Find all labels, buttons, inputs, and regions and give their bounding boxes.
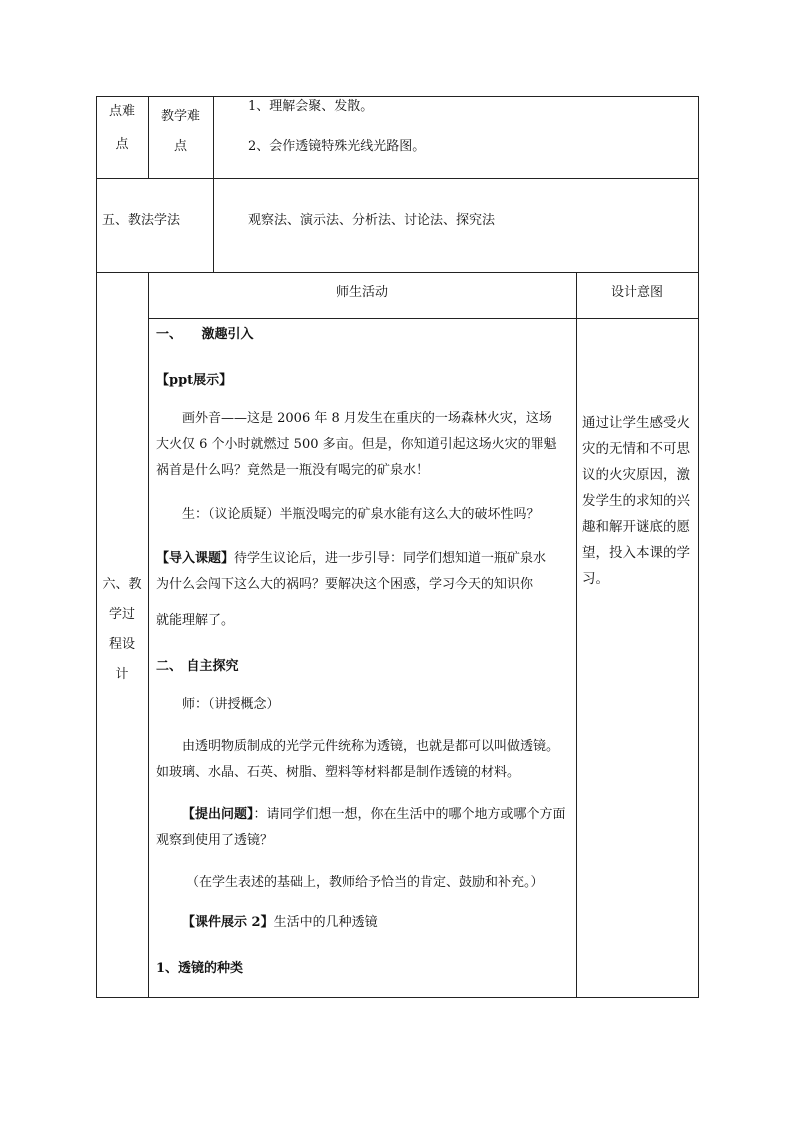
question-line1 — [182, 806, 566, 824]
table-rule-methods-bottom — [96, 272, 699, 273]
difficulty-subcategory-line1: 教学难 — [160, 109, 200, 124]
difficulty-category-line2: 点 — [115, 137, 129, 152]
import-line2: 为什么会闯下这么大的祸吗？要解决这个困惑，学习今天的知识你 — [156, 577, 534, 592]
import-text-1: 待学生议论后，进一步引导：同学们想知道一瓶矿泉水 — [234, 551, 547, 566]
voiceover-line2: 大火仅 6 个小时就燃过 500 多亩。但是，你知道引起这场火灾的罪魁 — [156, 437, 557, 452]
subsection-lens-types: 1、透镜的种类 — [156, 961, 244, 976]
table-rule-header-bottom — [148, 318, 699, 319]
table-rule-difficulty-bottom — [96, 178, 699, 179]
teacher-line: 师：（讲授概念） — [182, 697, 280, 712]
methods-label: 五、教法学法 — [102, 213, 181, 228]
header-activity: 师生活动 — [335, 285, 388, 300]
concept-line1: 由透明物质制成的光学元件统称为透镜，也就是都可以叫做透镜。 — [182, 739, 560, 754]
concept-line2: 如玻璃、水晶、石英、树脂、塑料等材料都是制作透镜的材料。 — [156, 765, 521, 780]
header-purpose: 设计意图 — [610, 285, 663, 300]
table-border-bottom — [96, 997, 699, 998]
difficulty-subcategory-line2: 点 — [173, 139, 187, 154]
import-line3: 就能理解了。 — [156, 613, 235, 628]
voiceover-line1: 画外音——这是 2006 年 8 月发生在重庆的一场森林火灾，这场 — [182, 411, 552, 426]
show2-line — [182, 914, 378, 932]
design-purpose-text: 通过让学生感受火灾的无情和不可思议的火灾原因，激发学生的求知的兴趣和解开谜底的愿望，投入本课的学习。 — [582, 415, 690, 587]
table-col-divider-purpose — [576, 272, 577, 998]
table-border-left — [96, 96, 97, 998]
difficulty-item-2: 2、会作透镜特殊光线光路图。 — [248, 139, 426, 154]
section2-title: 二、 自主探究 — [156, 659, 239, 674]
voiceover-line3: 祸首是什么吗？竟然是一瓶没有喝完的矿泉水！ — [156, 463, 430, 478]
table-col-divider-sub — [213, 96, 214, 273]
show2-text: 生活中的几种透镜 — [273, 915, 378, 930]
process-label-line3: 程设 — [108, 637, 135, 652]
ppt-tag: 【ppt展示】 — [156, 373, 233, 388]
import-line1 — [156, 550, 546, 568]
teacher-note: （在学生表述的基础上，教师给予恰当的肯定、鼓励和补充。） — [186, 875, 544, 890]
table-col-divider-process — [148, 272, 149, 998]
difficulty-item-1: 1、理解会聚、发散。 — [248, 99, 374, 114]
process-label-line4: 计 — [115, 667, 129, 682]
table-border-right — [698, 96, 699, 998]
show2-tag: 【课件展示 2】 — [182, 915, 274, 930]
methods-content: 观察法、演示法、分析法、讨论法、探究法 — [248, 213, 496, 228]
import-tag: 【导入课题】 — [156, 551, 235, 566]
process-label-line1: 六、教 — [102, 577, 142, 592]
section1-title: 一、 激趣引入 — [156, 327, 254, 342]
difficulty-category-line1: 点难 — [108, 104, 135, 119]
question-text-1: ：请同学们想一想，你在生活中的哪个地方或哪个方面 — [253, 807, 566, 822]
process-label-line2: 学过 — [108, 607, 135, 622]
table-border-top — [96, 96, 699, 97]
question-tag: 【提出问题】 — [182, 807, 254, 822]
student-question: 生：（议论质疑）半瓶没喝完的矿泉水能有这么大的破坏性吗？ — [182, 507, 540, 522]
question-line2: 观察到使用了透镜？ — [156, 833, 274, 848]
